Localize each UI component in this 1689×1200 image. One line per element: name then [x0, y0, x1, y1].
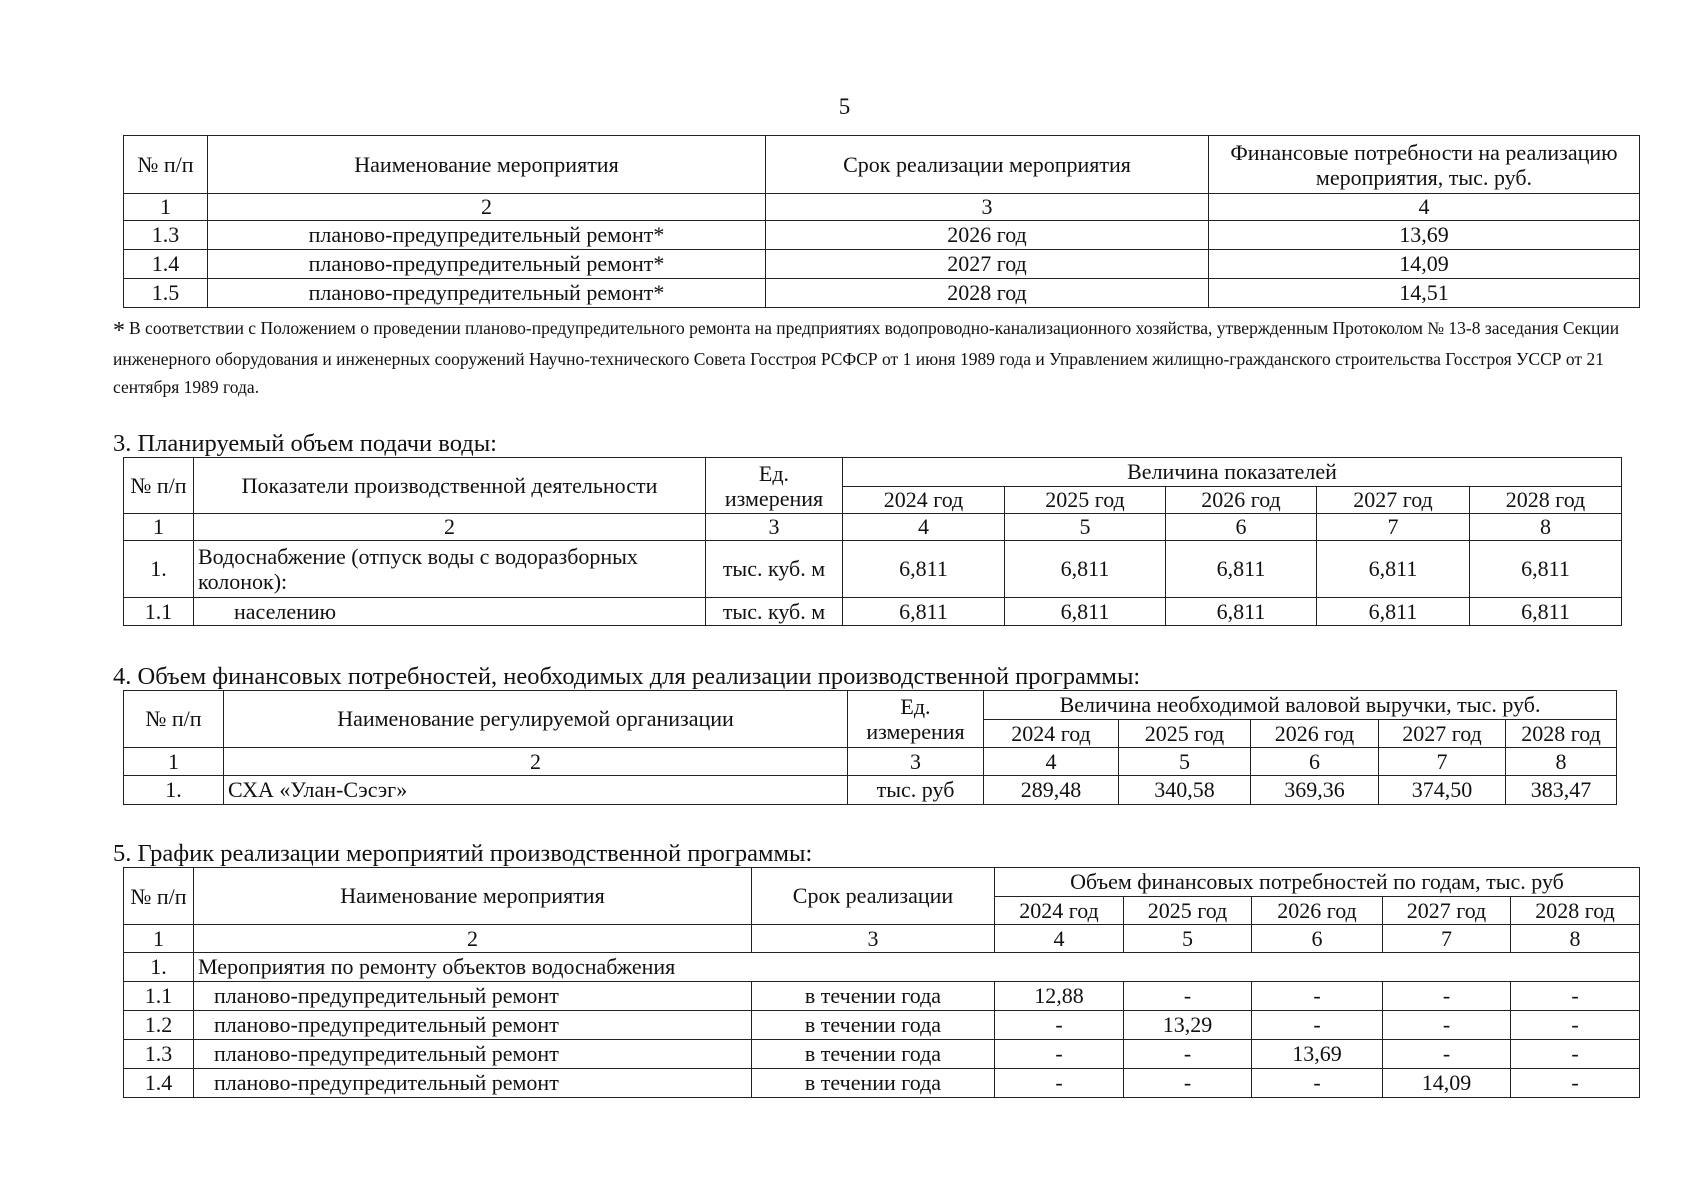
table-row: [124, 250, 1640, 279]
header-num: № п/п: [124, 136, 208, 194]
column-number-row: [124, 748, 1617, 776]
column-number-row: [124, 514, 1622, 541]
table-row: [124, 279, 1640, 308]
row-value: -: [1124, 982, 1252, 1011]
row-value: 6,811: [1166, 541, 1317, 598]
row-num: 1.1: [124, 982, 194, 1011]
row-value: 14,09: [1209, 250, 1640, 279]
col-number: 6: [1166, 514, 1317, 541]
year-header: 2025 год: [1005, 487, 1166, 514]
row-value: -: [1124, 1040, 1252, 1069]
table-row: [124, 1011, 1640, 1040]
header-name: Наименование мероприятия: [194, 868, 752, 925]
row-term: в течении года: [752, 1069, 995, 1098]
table-row: [124, 1040, 1640, 1069]
header-group: Величина показателей: [843, 458, 1622, 487]
row-value: 6,811: [1470, 598, 1622, 626]
header-num: № п/п: [124, 691, 224, 748]
section-4-title: 4. Объем финансовых потребностей, необходимых для реализации производственной программы:: [113, 663, 1141, 690]
row-unit: тыс. руб: [848, 776, 984, 805]
row-num: 1.5: [124, 279, 208, 308]
footnote: [113, 314, 1643, 401]
row-term: в течении года: [752, 1011, 995, 1040]
table-financial-needs: [123, 690, 1617, 805]
year-header: 2024 год: [984, 720, 1119, 748]
col-number: 7: [1317, 514, 1470, 541]
row-num: 1.: [124, 776, 224, 805]
row-value: 6,811: [1005, 598, 1166, 626]
year-header: 2024 год: [995, 897, 1124, 925]
row-value: -: [1511, 1069, 1640, 1098]
section-3-title: 3. Планируемый объем подачи воды:: [113, 430, 497, 457]
row-value: -: [995, 1011, 1124, 1040]
row-term: в течении года: [752, 982, 995, 1011]
row-value: -: [1252, 982, 1383, 1011]
header-term: Срок реализации мероприятия: [766, 136, 1209, 194]
column-number-row: [124, 925, 1640, 953]
col-number: 8: [1506, 748, 1617, 776]
row-name: планово-предупредительный ремонт: [194, 1069, 752, 1098]
header-name: Наименование мероприятия: [208, 136, 766, 194]
row-unit: тыс. куб. м: [706, 598, 843, 626]
col-number: 1: [124, 194, 208, 221]
header-unit: Ед. измерения: [706, 458, 843, 514]
table-row: [124, 541, 1622, 598]
row-value: 13,29: [1124, 1011, 1252, 1040]
header-term: Срок реализации: [752, 868, 995, 925]
row-term: в течении года: [752, 1040, 995, 1069]
row-term: 2028 год: [766, 279, 1209, 308]
table-header-row: [124, 691, 1617, 720]
row-value: 13,69: [1252, 1040, 1383, 1069]
table-header-row: [124, 136, 1640, 194]
row-value: -: [1383, 1040, 1511, 1069]
col-number: 4: [1209, 194, 1640, 221]
row-num: 1.4: [124, 1069, 194, 1098]
col-number: 2: [208, 194, 766, 221]
row-value: 13,69: [1209, 221, 1640, 250]
row-num: 1.1: [124, 598, 194, 626]
col-number: 4: [843, 514, 1005, 541]
year-header: 2028 год: [1470, 487, 1622, 514]
row-value: 14,09: [1383, 1069, 1511, 1098]
table-water-supply: [123, 457, 1622, 626]
row-num: 1.3: [124, 1040, 194, 1069]
row-value: 374,50: [1379, 776, 1506, 805]
col-number: 2: [194, 514, 706, 541]
row-value: -: [995, 1069, 1124, 1098]
table-row: [124, 598, 1622, 626]
row-name: планово-предупредительный ремонт*: [208, 279, 766, 308]
footnote-star: *: [113, 318, 125, 344]
table-header-row: [124, 868, 1640, 897]
col-number: 3: [706, 514, 843, 541]
col-number: 5: [1119, 748, 1251, 776]
col-number: 4: [995, 925, 1124, 953]
table-row: [124, 982, 1640, 1011]
year-header: 2027 год: [1379, 720, 1506, 748]
row-name: СХА «Улан-Сэсэг»: [224, 776, 848, 805]
year-header: 2024 год: [843, 487, 1005, 514]
row-name: Водоснабжение (отпуск воды с водоразборных колонок):: [194, 541, 706, 598]
col-number: 6: [1251, 748, 1379, 776]
col-number: 2: [224, 748, 848, 776]
row-num: 1.2: [124, 1011, 194, 1040]
table-schedule: [123, 867, 1640, 1098]
col-number: 5: [1124, 925, 1252, 953]
row-value: -: [1383, 982, 1511, 1011]
row-name: планово-предупредительный ремонт: [194, 1040, 752, 1069]
header-finance: Финансовые потребности на реализацию мероприятия, тыс. руб.: [1209, 136, 1640, 194]
table-row: [124, 221, 1640, 250]
header-num: № п/п: [124, 868, 194, 925]
row-value: 369,36: [1251, 776, 1379, 805]
year-header: 2025 год: [1124, 897, 1252, 925]
row-value: 6,811: [1317, 541, 1470, 598]
table-section-row: [124, 953, 1640, 982]
row-value: 6,811: [843, 598, 1005, 626]
col-number: 7: [1379, 748, 1506, 776]
table-measures-continued: [123, 135, 1640, 308]
row-num: 1.: [124, 953, 194, 982]
page-number: 5: [838, 94, 851, 119]
row-name: планово-предупредительный ремонт: [194, 1011, 752, 1040]
col-number: 1: [124, 514, 194, 541]
year-header: 2028 год: [1511, 897, 1640, 925]
row-value: -: [1383, 1011, 1511, 1040]
year-header: 2027 год: [1383, 897, 1511, 925]
header-num: № п/п: [124, 458, 194, 514]
row-term: 2026 год: [766, 221, 1209, 250]
row-value: 14,51: [1209, 279, 1640, 308]
row-name: планово-предупредительный ремонт*: [208, 221, 766, 250]
row-name: населению: [194, 598, 706, 626]
row-name: планово-предупредительный ремонт: [194, 982, 752, 1011]
header-group: Величина необходимой валовой выручки, тыс. руб.: [984, 691, 1617, 720]
col-number: 8: [1511, 925, 1640, 953]
row-value: 6,811: [1166, 598, 1317, 626]
row-value: -: [995, 1040, 1124, 1069]
col-number: 7: [1383, 925, 1511, 953]
row-unit: тыс. куб. м: [706, 541, 843, 598]
col-number: 6: [1252, 925, 1383, 953]
row-value: -: [1252, 1069, 1383, 1098]
row-value: 6,811: [1005, 541, 1166, 598]
header-unit: Ед. измерения: [848, 691, 984, 748]
header-group: Объем финансовых потребностей по годам, тыс. руб: [995, 868, 1640, 897]
section-name: Мероприятия по ремонту объектов водоснабжения: [194, 953, 1640, 982]
row-value: 12,88: [995, 982, 1124, 1011]
year-header: 2028 год: [1506, 720, 1617, 748]
year-header: 2026 год: [1252, 897, 1383, 925]
year-header: 2025 год: [1119, 720, 1251, 748]
column-number-row: [124, 194, 1640, 221]
table-header-row: [124, 458, 1622, 487]
row-value: -: [1124, 1069, 1252, 1098]
table-row: [124, 1069, 1640, 1098]
table-row: [124, 776, 1617, 805]
row-num: 1.3: [124, 221, 208, 250]
row-value: -: [1511, 982, 1640, 1011]
row-num: 1.4: [124, 250, 208, 279]
col-number: 8: [1470, 514, 1622, 541]
header-name: Показатели производственной деятельности: [194, 458, 706, 514]
row-value: -: [1252, 1011, 1383, 1040]
col-number: 1: [124, 748, 224, 776]
footnote-text: В соответствии с Положением о проведении планово-предупредительного ремонта на предприятиях водопроводно-канализационного хозяйства, утвержденным Протоколом № 13-8 заседания Секции инженерного оборудования и инженерных сооружений Научно-технического Совета Госстроя РСФСР от 1 июня 1989 года и Управлением жилищно-гражданского строительства Госстроя УССР от 21 сентября 1989 года.: [113, 318, 1620, 397]
year-header: 2026 год: [1251, 720, 1379, 748]
row-term: 2027 год: [766, 250, 1209, 279]
row-value: 340,58: [1119, 776, 1251, 805]
row-value: -: [1511, 1040, 1640, 1069]
row-value: -: [1511, 1011, 1640, 1040]
col-number: 5: [1005, 514, 1166, 541]
row-value: 6,811: [843, 541, 1005, 598]
year-header: 2026 год: [1166, 487, 1317, 514]
row-value: 289,48: [984, 776, 1119, 805]
section-5-title: 5. График реализации мероприятий производственной программы:: [113, 840, 813, 867]
year-header: 2027 год: [1317, 487, 1470, 514]
row-value: 6,811: [1470, 541, 1622, 598]
col-number: 4: [984, 748, 1119, 776]
row-value: 6,811: [1317, 598, 1470, 626]
col-number: 2: [194, 925, 752, 953]
col-number: 3: [848, 748, 984, 776]
row-num: 1.: [124, 541, 194, 598]
col-number: 3: [752, 925, 995, 953]
row-value: 383,47: [1506, 776, 1617, 805]
col-number: 3: [766, 194, 1209, 221]
col-number: 1: [124, 925, 194, 953]
header-name: Наименование регулируемой организации: [224, 691, 848, 748]
row-name: планово-предупредительный ремонт*: [208, 250, 766, 279]
